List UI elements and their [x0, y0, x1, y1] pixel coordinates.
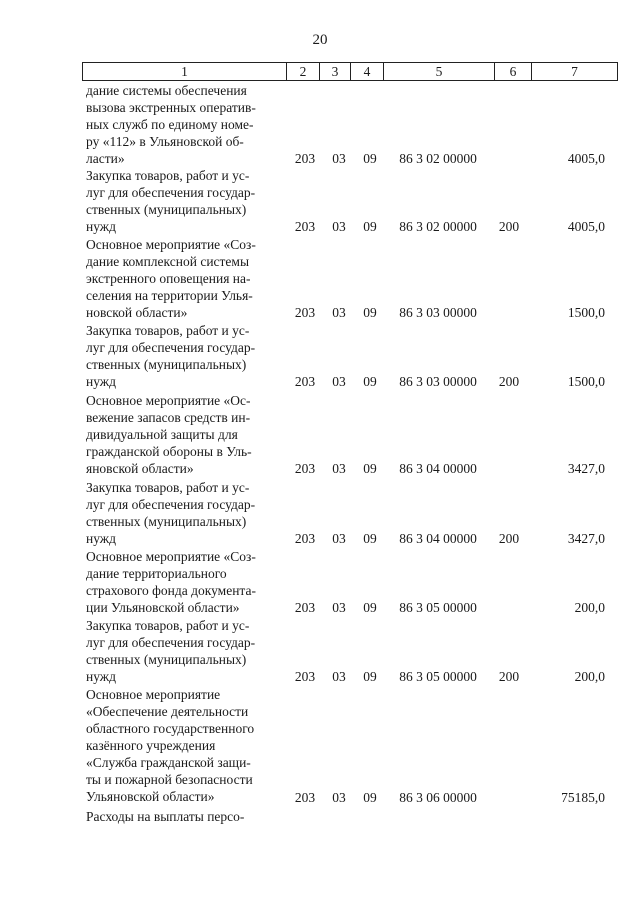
row-section: 03 [332, 305, 346, 320]
row-section: 03 [332, 790, 346, 805]
row-subsection: 09 [363, 151, 377, 166]
row-admin-code: 203 [294, 790, 316, 805]
row-admin-code: 203 [294, 669, 316, 684]
row-subsection: 09 [363, 219, 377, 234]
row-admin-code: 203 [294, 151, 316, 166]
header-col-4: 4 [350, 63, 383, 80]
row-amount: 3427,0 [567, 531, 605, 546]
row-admin-code: 203 [294, 531, 316, 546]
row-subsection: 09 [363, 305, 377, 320]
row-admin-code: 203 [294, 305, 316, 320]
row-description: Основное мероприятие «Обеспечение деятельности областного государственного казённого учреждения «Служба гражданской защи- ты и пожарной безопасности Ульяновской области» [86, 687, 255, 804]
row-admin-code: 203 [294, 219, 316, 234]
row-description: Основное мероприятие «Соз- дание территориального страхового фонда документа- ции Ульяновской области» [86, 549, 256, 615]
row-target-code: 86 3 04 00000 [399, 461, 477, 476]
row-amount: 1500,0 [567, 374, 605, 389]
page-number: 20 [312, 32, 328, 48]
row-amount: 200,0 [574, 669, 605, 684]
row-section: 03 [332, 669, 346, 684]
row-target-code: 86 3 06 00000 [399, 790, 477, 805]
row-description: дание системы обеспечения вызова экстренных оператив- ных служб по единому номе- ру «112» в Ульяновской об- ласти» [86, 83, 256, 166]
row-target-code: 86 3 04 00000 [399, 531, 477, 546]
row-section: 03 [332, 374, 346, 389]
row-admin-code: 203 [294, 600, 316, 615]
header-col-2: 2 [286, 63, 319, 80]
header-col-5: 5 [383, 63, 494, 80]
row-description: Основное мероприятие «Соз- дание комплексной системы экстренного оповещения на- селения на территории Улья- новской области» [86, 237, 256, 320]
row-admin-code: 203 [294, 374, 316, 389]
row-expense-type: 200 [498, 669, 520, 684]
row-description: Закупка товаров, работ и ус- луг для обеспечения государ- ственных (муниципальных) нужд [86, 168, 256, 234]
row-expense-type: 200 [498, 219, 520, 234]
row-target-code: 86 3 03 00000 [399, 374, 477, 389]
row-subsection: 09 [363, 461, 377, 476]
row-target-code: 86 3 02 00000 [399, 219, 477, 234]
row-target-code: 86 3 02 00000 [399, 151, 477, 166]
row-target-code: 86 3 05 00000 [399, 600, 477, 615]
header-col-1: 1 [181, 64, 188, 79]
row-section: 03 [332, 600, 346, 615]
row-section: 03 [332, 461, 346, 476]
row-description: Закупка товаров, работ и ус- луг для обеспечения государ- ственных (муниципальных) нужд [86, 618, 256, 684]
row-amount: 4005,0 [567, 151, 605, 166]
row-subsection: 09 [363, 600, 377, 615]
row-amount: 200,0 [574, 600, 605, 615]
header-col-6: 6 [494, 63, 531, 80]
table-header [82, 62, 618, 81]
row-target-code: 86 3 03 00000 [399, 305, 477, 320]
header-col-7: 7 [531, 63, 617, 80]
row-description: Расходы на выплаты персо- [86, 809, 245, 824]
row-section: 03 [332, 219, 346, 234]
row-subsection: 09 [363, 374, 377, 389]
row-admin-code: 203 [294, 461, 316, 476]
row-amount: 75185,0 [561, 790, 605, 805]
row-description: Закупка товаров, работ и ус- луг для обеспечения государ- ственных (муниципальных) нужд [86, 323, 256, 389]
row-section: 03 [332, 531, 346, 546]
header-col-3: 3 [319, 63, 350, 80]
row-expense-type: 200 [498, 531, 520, 546]
row-section: 03 [332, 151, 346, 166]
row-target-code: 86 3 05 00000 [399, 669, 477, 684]
row-amount: 4005,0 [567, 219, 605, 234]
row-description: Основное мероприятие «Ос- вежение запасов средств ин- дивидуальной защиты для гражданской обороны в Уль- яновской области» [86, 393, 252, 476]
row-subsection: 09 [363, 531, 377, 546]
row-subsection: 09 [363, 790, 377, 805]
row-description: Закупка товаров, работ и ус- луг для обеспечения государ- ственных (муниципальных) нужд [86, 480, 256, 546]
row-amount: 1500,0 [567, 305, 605, 320]
row-expense-type: 200 [498, 374, 520, 389]
row-amount: 3427,0 [567, 461, 605, 476]
row-subsection: 09 [363, 669, 377, 684]
